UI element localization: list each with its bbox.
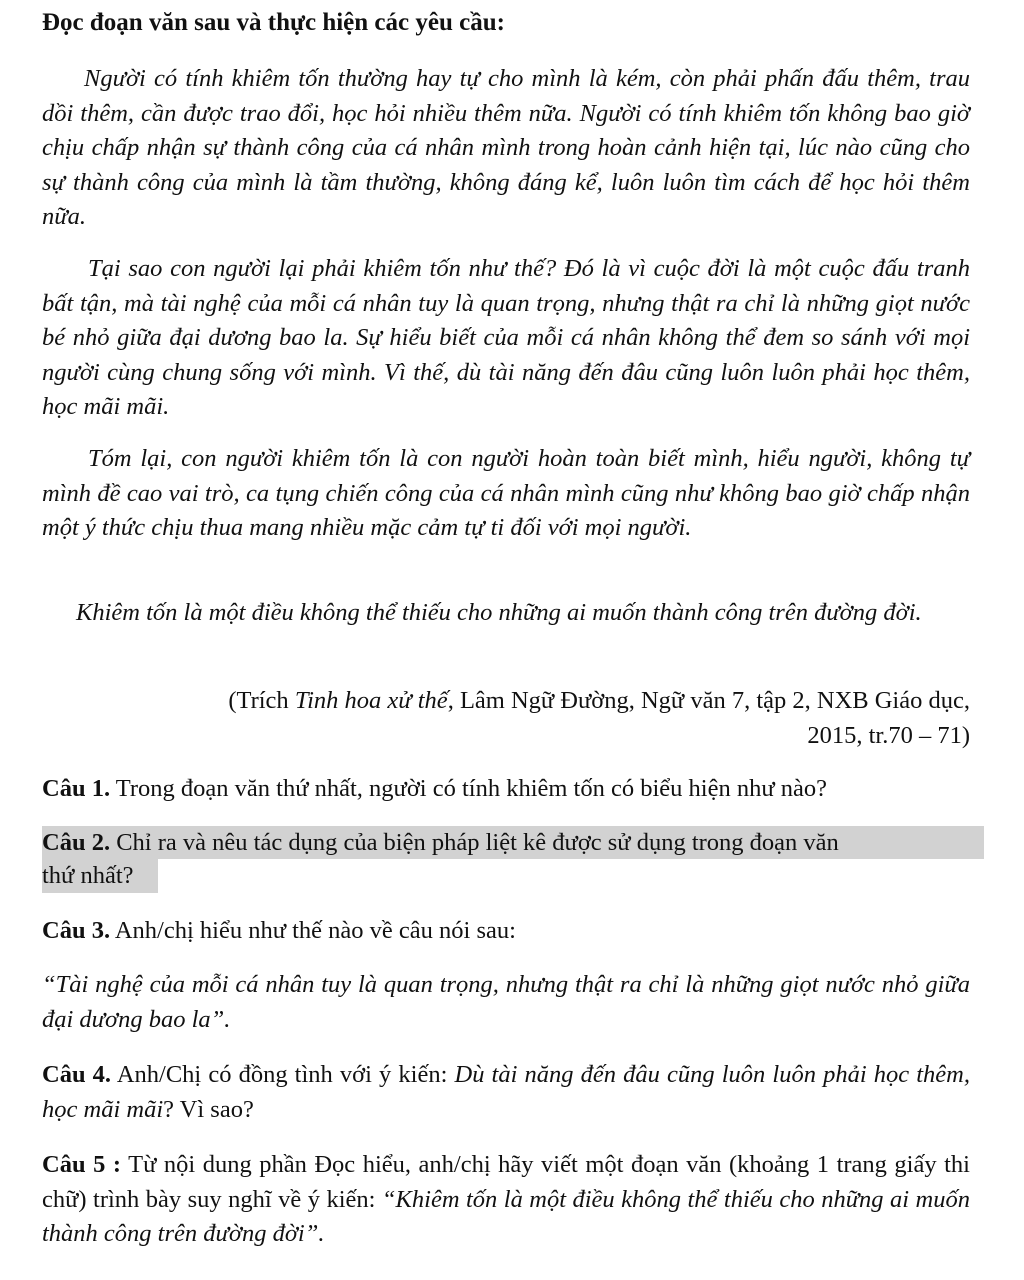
question-4 <box>42 1058 970 1127</box>
question-3-quote: “Tài nghệ của mỗi cá nhân tuy là quan trọng, nhưng thật ra chỉ là những giọt nước nhỏ giữa đại dương bao la”. <box>42 971 970 1033</box>
question-5 <box>42 1148 970 1252</box>
question-1-text: Trong đoạn văn thứ nhất, người có tính khiêm tốn có biểu hiện như nào? <box>110 775 828 802</box>
question-5-italic: “Khiêm tốn là một điều không thể thiếu cho những ai muốn thành công trên đường đời”. <box>42 1185 970 1247</box>
source-citation <box>42 684 970 753</box>
question-3-text: Anh/chị hiểu như thế nào về câu nói sau: <box>110 917 516 944</box>
passage-paragraph-1: Người có tính khiêm tốn thường hay tự cho mình là kém, còn phải phấn đấu thêm, trau dồi thêm, cần được trao đổi, học hỏi nhiều thêm nữa. Người có tính khiêm tốn không bao giờ chịu chấp nhận sự thành công của cá nhân mình trong hoàn cảnh hiện tại, lúc nào cũng cho sự thành công của mình là tầm thường, không đáng kể, luôn luôn tìm cách để học hỏi thêm nữa. <box>42 65 970 230</box>
question-1 <box>42 772 970 807</box>
source-book-title: Tinh hoa xử thế <box>294 687 448 714</box>
question-4-italic: Dù tài năng đến đâu cũng luôn luôn phải học thêm, học mãi mãi <box>42 1061 970 1123</box>
question-2-highlighted <box>42 826 984 893</box>
passage-paragraph-4: Khiêm tốn là một điều không thể thiếu cho những ai muốn thành công trên đường đời. <box>76 599 922 626</box>
question-4-label: Câu 4. <box>42 1061 112 1088</box>
question-2-text-1: Chỉ ra và nêu tác dụng của biện pháp liệt kê được sử dụng trong đoạn văn <box>110 829 839 856</box>
source-rest: , Lâm Ngữ Đường, Ngữ văn 7, tập 2, NXB Giáo dục, <box>447 687 970 714</box>
question-2-line-1 <box>42 826 984 859</box>
question-1-label: Câu 1. <box>42 775 111 802</box>
question-2-label: Câu 2. <box>42 829 111 856</box>
question-3 <box>42 914 970 949</box>
source-line-2: 2015, tr.70 – 71) <box>807 721 970 749</box>
question-2-line-2: thứ nhất? <box>42 859 158 893</box>
source-prefix: (Trích <box>228 687 295 714</box>
question-4-text: Anh/Chị có đồng tình với ý kiến: <box>111 1061 455 1088</box>
question-5-label: Câu 5 : <box>42 1151 122 1178</box>
passage-paragraph-3: Tóm lại, con người khiêm tốn là con người hoàn toàn biết mình, hiểu người, không tự mình đề cao vai trò, ca tụng chiến công của cá nhân mình cũng như không bao giờ chấp nhận một ý thức chịu thua mang nhiều mặc cảm tự ti đối với mọi người. <box>42 445 970 541</box>
question-5-text: Từ nội dung phần Đọc hiểu, anh/chị hãy viết một đoạn văn (khoảng 1 trang giấy thi chữ) trình bày suy nghĩ về ý kiến: <box>42 1151 970 1213</box>
question-3-label: Câu 3. <box>42 917 111 944</box>
passage-paragraph-2: Tại sao con người lại phải khiêm tốn như thế? Đó là vì cuộc đời là một cuộc đấu tranh bất tận, mà tài nghệ của mỗi cá nhân tuy là quan trọng, nhưng thật ra chỉ là những giọt nước bé nhỏ giữa đại dương bao la. Sự hiểu biết của mỗi cá nhân không thể đem so sánh với mọi người cùng chung sống với mình. Vì thế, dù tài năng đến đâu cũng luôn luôn phải học thêm, học mãi mãi. <box>42 255 970 420</box>
question-4-text-after: ? Vì sao? <box>163 1095 254 1123</box>
instruction-heading: Đọc đoạn văn sau và thực hiện các yêu cầu: <box>42 9 505 36</box>
